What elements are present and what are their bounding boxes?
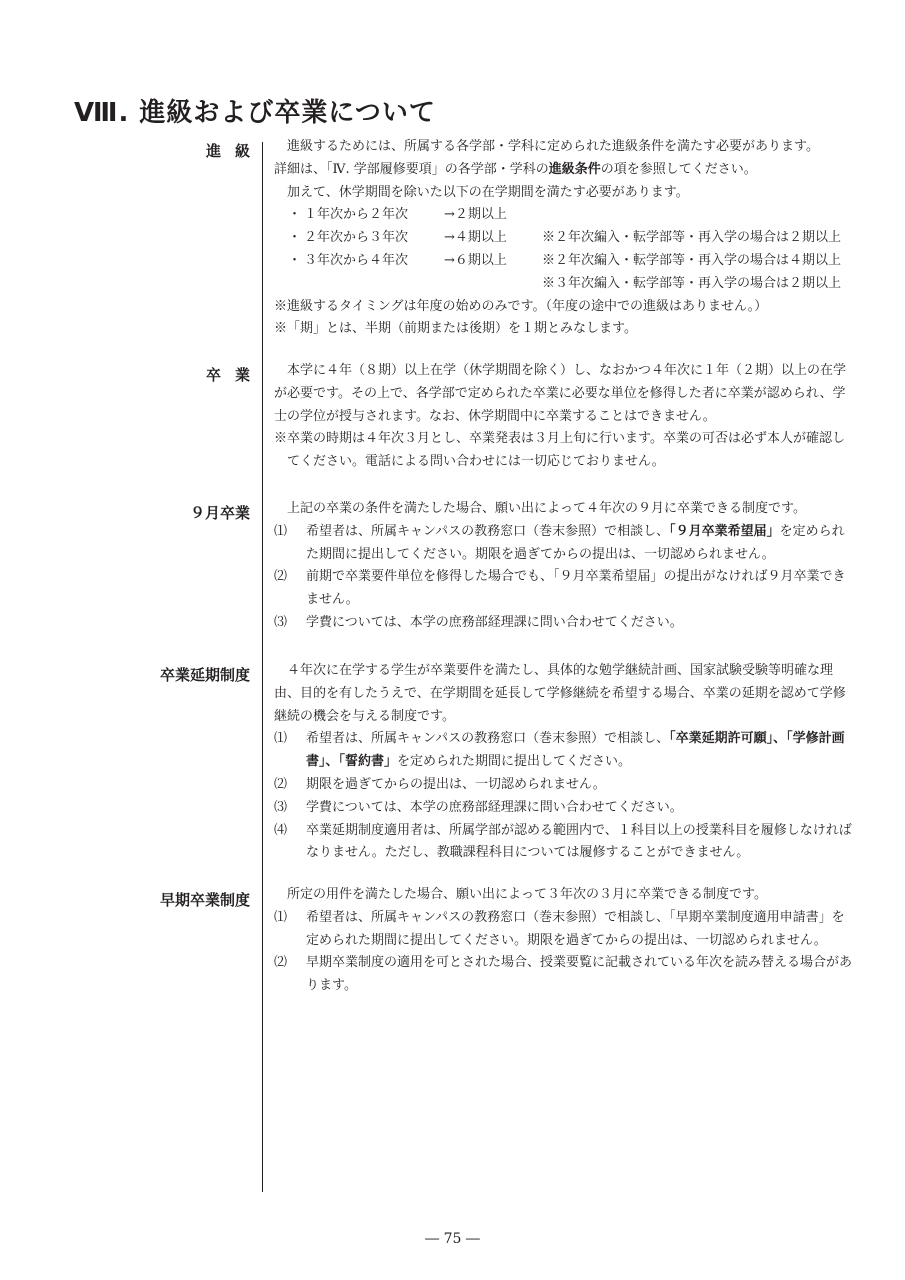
item-number: ⑴	[274, 731, 288, 747]
bullet	[288, 273, 304, 296]
item-number: ⑵	[274, 776, 288, 792]
bold-text: 「卒業延期許可願」、「学修計画書」、「誓約書」	[306, 731, 845, 770]
item-number: ⑵	[274, 569, 288, 585]
item-text	[306, 521, 854, 567]
section-kugatsu	[274, 498, 854, 635]
item-number: ⑶	[274, 799, 288, 815]
bullet: ・	[288, 230, 302, 246]
item-text: 卒業延期制度適用者は、所属学部が認める範囲内で、１科目以上の授業科目を履修しなければなりません。ただし、教職課程科目については履修することができません。	[306, 822, 852, 861]
note: ※「期」とは、半期（前期または後期）を１期とみなします。	[274, 321, 637, 337]
list-item	[274, 566, 854, 612]
list-item	[274, 204, 854, 227]
paragraph: ４年次に在学する学生が卒業要件を満たし、具体的な勉学継続計画、国家試験受験等明確な理由、目的を有したうえで、在学期間を延長して学修継続を希望する場合、卒業の延期を認めて学修継続の機会を与える制度です。	[274, 663, 846, 724]
text: の項を参照してください。	[600, 161, 757, 177]
item-text: 早期卒業制度の適用を可とされた場合、授業要覧に記載されている年次を読み替える場合があります。	[306, 955, 853, 994]
item-text	[306, 728, 854, 774]
item-text: 学費については、本学の庶務部経理課に問い合わせてください。	[306, 799, 683, 815]
note: ※２年次編入・転学部等・再入学の場合は４期以上	[542, 252, 842, 268]
period	[444, 273, 542, 296]
list-item	[274, 227, 854, 250]
year-range: ２年次から３年次	[304, 230, 409, 246]
paragraph: 加えて、休学期間を除いた以下の在学期間を満たす必要があります。	[287, 184, 689, 200]
list-item	[274, 728, 854, 774]
section-souki	[274, 884, 854, 998]
item-text: 希望者は、所属キャンパスの教務窓口（巻末参照）で相談し、「早期卒業制度適用申請書」を定められた期間に提出してください。期限を過ぎてからの提出は、一切認められません。	[306, 909, 845, 948]
divider-line	[262, 142, 263, 1192]
list-item	[274, 250, 854, 273]
item-number: ⑴	[274, 909, 288, 925]
bold-text: 進級条件	[548, 161, 601, 177]
item-number: ⑷	[274, 822, 288, 838]
list-item	[274, 907, 854, 953]
year-range: １年次から２年次	[304, 207, 409, 223]
section-sotsugyo	[274, 360, 854, 474]
note: ※３年次編入・転学部等・再入学の場合は２期以上	[542, 275, 842, 291]
text: を定められた期間に提出してください。	[397, 754, 632, 770]
section-label-shinkyu: 進級	[205, 142, 264, 160]
text: を定められた期間に提出してください。期限を過ぎてからの提出は、一切認められません。	[306, 523, 845, 562]
note: ※進級するタイミングは年度の始めのみです。（年度の途中での進級はありません。）	[274, 298, 768, 314]
item-number: ⑵	[274, 955, 288, 971]
section-label-souki: 早期卒業制度	[159, 891, 250, 909]
section-encho	[274, 660, 854, 865]
bold-text: 「９月卒業希望届」	[669, 523, 780, 539]
year-range: ３年次から４年次	[304, 252, 409, 268]
list-item	[274, 774, 854, 797]
note: ※卒業の時期は４年次３月とし、卒業発表は３月上旬に行います。卒業の可否は必ず本人が確認してください。電話による問い合わせには一切応じておりません。	[274, 431, 845, 470]
item-text: 期限を過ぎてからの提出は、一切認められません。	[306, 776, 606, 792]
section-label-sotsugyo: 卒業	[205, 366, 264, 384]
period: →６期以上	[444, 252, 507, 268]
bullet: ・	[288, 207, 302, 223]
paragraph: 進級するためには、所属する各学部・学科に定められた進級条件を満たす必要があります。	[287, 139, 819, 154]
list-item	[274, 797, 854, 820]
period: →４期以上	[444, 230, 507, 246]
paragraph: 本学に４年（８期）以上在学（休学期間を除く）し、なおかつ４年次に１年（２期）以上の在学が必要です。その上で、各学部で定められた卒業に必要な単位を修得した者に卒業が認められ、学士の学位が授与されます。なお、休学期間中に卒業することはできません。	[274, 363, 847, 424]
page-number: ― 75 ―	[425, 1231, 480, 1247]
period: →２期以上	[444, 207, 507, 223]
section-label-kugatsu: ９月卒業	[189, 504, 250, 522]
bullet: ・	[288, 252, 302, 268]
text: 希望者は、所属キャンパスの教務窓口（巻末参照）で相談し、	[306, 523, 670, 539]
page-title: Ⅷ. 進級および卒業について	[74, 98, 436, 128]
paragraph: 所定の用件を満たした場合、願い出によって３年次の３月に卒業できる制度です。	[287, 887, 767, 902]
year-range	[304, 273, 444, 296]
paragraph: 上記の卒業の条件を満たした場合、願い出によって４年次の９月に卒業できる制度です。	[287, 501, 806, 516]
list-item	[274, 273, 854, 296]
list-item	[274, 612, 854, 635]
item-number: ⑴	[274, 523, 288, 539]
text: 希望者は、所属キャンパスの教務窓口（巻末参照）で相談し、	[306, 731, 670, 747]
paragraph	[274, 159, 854, 182]
item-number: ⑶	[274, 614, 288, 630]
period-list	[274, 204, 854, 295]
list-item	[274, 952, 854, 998]
list-item	[274, 820, 854, 866]
item-text: 前期で卒業要件単位を修得した場合でも、「９月卒業希望届」の提出がなければ９月卒業できません。	[306, 569, 846, 608]
item-text: 学費については、本学の庶務部経理課に問い合わせてください。	[306, 614, 683, 630]
list-item	[274, 521, 854, 567]
note: ※２年次編入・転学部等・再入学の場合は２期以上	[542, 230, 842, 246]
text: 詳細は、「Ⅳ. 学部履修要項」の各学部・学科の	[274, 161, 549, 177]
section-shinkyu	[274, 136, 854, 341]
section-label-encho: 卒業延期制度	[159, 666, 250, 684]
